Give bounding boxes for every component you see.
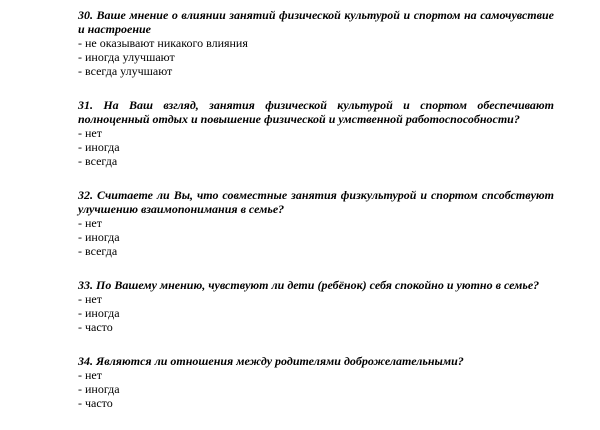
answer-option: - всегда xyxy=(78,244,118,258)
answer-option: - часто xyxy=(78,320,113,334)
answer-option: - иногда улучшают xyxy=(78,50,175,64)
question-text: 32. Считаете ли Вы, что совместные занятия физкультурой и спортом спсобствуют улучшению взаимопонимания в семье? xyxy=(78,188,554,216)
answer-option: - иногда xyxy=(78,230,120,244)
answer-option: - всегда улучшают xyxy=(78,64,173,78)
question-34 xyxy=(78,354,554,410)
question-30 xyxy=(78,8,554,78)
question-text: 30. Ваше мнение о влиянии занятий физической культурой и спортом на самочувствие и настроение xyxy=(78,8,554,36)
question-32 xyxy=(78,188,554,258)
question-33 xyxy=(78,278,554,334)
answer-option: - часто xyxy=(78,396,113,410)
answer-options xyxy=(78,368,554,410)
answer-option: - нет xyxy=(78,126,102,140)
answer-options xyxy=(78,36,554,78)
question-text: 31. На Ваш взгляд, занятия физической культурой и спортом обеспечивают полноценный отдых и повышение физической и умственной работоспособности? xyxy=(78,98,554,126)
answer-options xyxy=(78,126,554,168)
question-text: 34. Являются ли отношения между родителями доброжелательными? xyxy=(78,354,464,368)
question-31 xyxy=(78,98,554,168)
answer-option: - не оказывают никакого влияния xyxy=(78,36,248,50)
answer-option: - нет xyxy=(78,216,102,230)
answer-option: - всегда xyxy=(78,154,118,168)
answer-option: - иногда xyxy=(78,382,120,396)
answer-option: - нет xyxy=(78,368,102,382)
question-text: 33. По Вашему мнению, чувствуют ли дети (ребёнок) себя спокойно и уютно в семье? xyxy=(78,278,540,292)
answer-options xyxy=(78,216,554,258)
answer-option: - нет xyxy=(78,292,102,306)
answer-option: - иногда xyxy=(78,306,120,320)
answer-option: - иногда xyxy=(78,140,120,154)
questionnaire-page xyxy=(78,8,554,430)
answer-options xyxy=(78,292,554,334)
